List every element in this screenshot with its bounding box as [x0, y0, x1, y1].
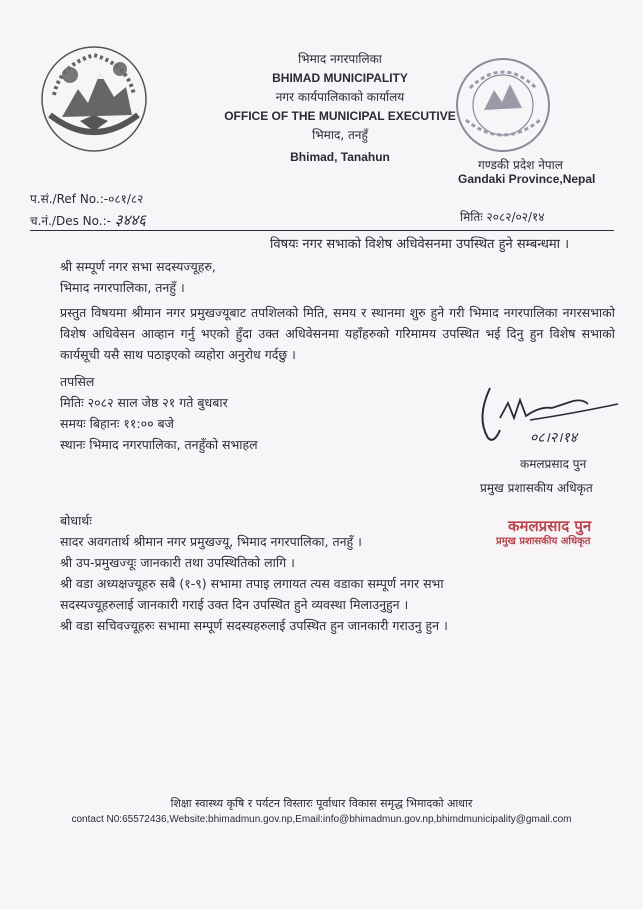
province-nepali: गण्डकी प्रदेश नेपाल	[478, 158, 563, 172]
details-date: मितिः २०८२ साल जेष्ठ २१ गते बुधबार	[60, 395, 228, 410]
date-value: २०८२/०२/१४	[486, 210, 545, 224]
details-heading: तपसिल	[60, 374, 95, 389]
signatory-title: प्रमुख प्रशासकीय अधिकृत	[480, 481, 593, 495]
letterhead	[200, 50, 480, 167]
footer-slogan: शिक्षा स्वास्थ्य कृषि र पर्यटन विस्तारः पूर्वाधार विकास समृद्ध भिमादको आधार	[170, 797, 473, 810]
office-name-english: OFFICE OF THE MUNICIPAL EXECUTIVE	[224, 109, 456, 123]
des-label: च.नं./Des No.:-	[30, 214, 111, 228]
addressee	[60, 256, 216, 298]
address-nepali: भिमाद, तनहुँ	[312, 128, 368, 142]
header-divider	[30, 230, 614, 231]
des-number	[30, 210, 146, 230]
cc-line-1: सादर अवगतार्थ श्रीमान नगर प्रमुखज्यू, भिमाद नगरपालिका, तनहुँ ।	[60, 534, 362, 549]
handwritten-date: ०८।२।१४	[530, 430, 578, 446]
office-name-nepali: नगर कार्यपालिकाको कार्यालय	[275, 90, 405, 104]
cc-line-3: श्री वडा अध्यक्षज्यूहरु सबै (१-९) सभामा तपाइ लगायत त्यस वडाका सम्पूर्ण नगर सभा	[60, 576, 444, 591]
ref-value: ०८१/८२	[108, 192, 144, 206]
stamp-title: प्रमुख प्रशासकीय अधिकृत	[496, 536, 591, 547]
stamp-name: कमलप्रसाद पुन	[508, 517, 592, 535]
addressee-line-2: भिमाद नगरपालिका, तनहुँ ।	[60, 280, 185, 295]
footer-contact: contact N0:65572436,Website:bhimadmun.gov.np,Email:info@bhimadmun.gov.np,bhimdmunicipality@gmail.com	[71, 814, 572, 825]
cc-line-2: श्री उप-प्रमुखज्यूः जानकारी तथा उपस्थितिको लागि ।	[60, 555, 295, 570]
details-block	[60, 371, 258, 455]
province-english: Gandaki Province,Nepal	[458, 172, 596, 186]
details-time: समयः बिहानः ११:०० बजे	[60, 416, 174, 431]
body-paragraph: प्रस्तुत विषयमा श्रीमान नगर प्रमुखज्यूबाट तपशिलको मिति, समय र स्थानमा शुरु हुने गरी भिमाद नगरपालिका नगरसभाको विशेष अधिवेसन आव्हान गर्नु भएको हुँदा उक्त अधिवेसनमा यहाँहरुको गरिमामय उपस्थित भई दिनु हुन विशेष सभाको कार्यसूची यसै साथ पठाइएको व्यहोरा अनुरोध गर्दछु ।	[60, 305, 615, 362]
subject-line: विषयः नगर सभाको विशेष अधिवेसनमा उपस्थित हुने सम्बन्धमा ।	[270, 237, 570, 252]
municipality-name-nepali: भिमाद नगरपालिका	[298, 52, 382, 66]
ref-number	[30, 190, 143, 207]
cc-line-5: श्री वडा सचिवज्यूहरुः सभामा सम्पूर्ण सदस्यहरुलाई उपस्थित हुन जानकारी गराउनु हुन ।	[60, 618, 448, 633]
cc-section	[60, 510, 448, 636]
letter-date	[460, 208, 545, 225]
municipality-seal-icon	[448, 50, 558, 160]
date-label: मितिः	[460, 210, 483, 224]
addressee-line-1: श्री सम्पूर्ण नगर सभा सदस्यज्यूहरु,	[60, 259, 216, 274]
municipality-name-english: BHIMAD MUNICIPALITY	[272, 71, 408, 85]
ref-label: प.सं./Ref No.:-	[30, 192, 109, 206]
address-english: Bhimad, Tanahun	[290, 150, 390, 164]
signatory-name: कमलप्रसाद पुन	[520, 457, 587, 471]
des-value: ३४४६	[114, 211, 146, 229]
cc-line-4: सदस्यज्यूहरुलाई जानकारी गराई उक्त दिन उपस्थित हुने व्यवस्था मिलाउनुहुन ।	[60, 597, 409, 612]
details-venue: स्थानः भिमाद नगरपालिका, तनहुँको सभाहल	[60, 437, 258, 452]
cc-heading: बोधार्थः	[60, 513, 92, 528]
nepal-emblem-icon	[40, 45, 148, 153]
